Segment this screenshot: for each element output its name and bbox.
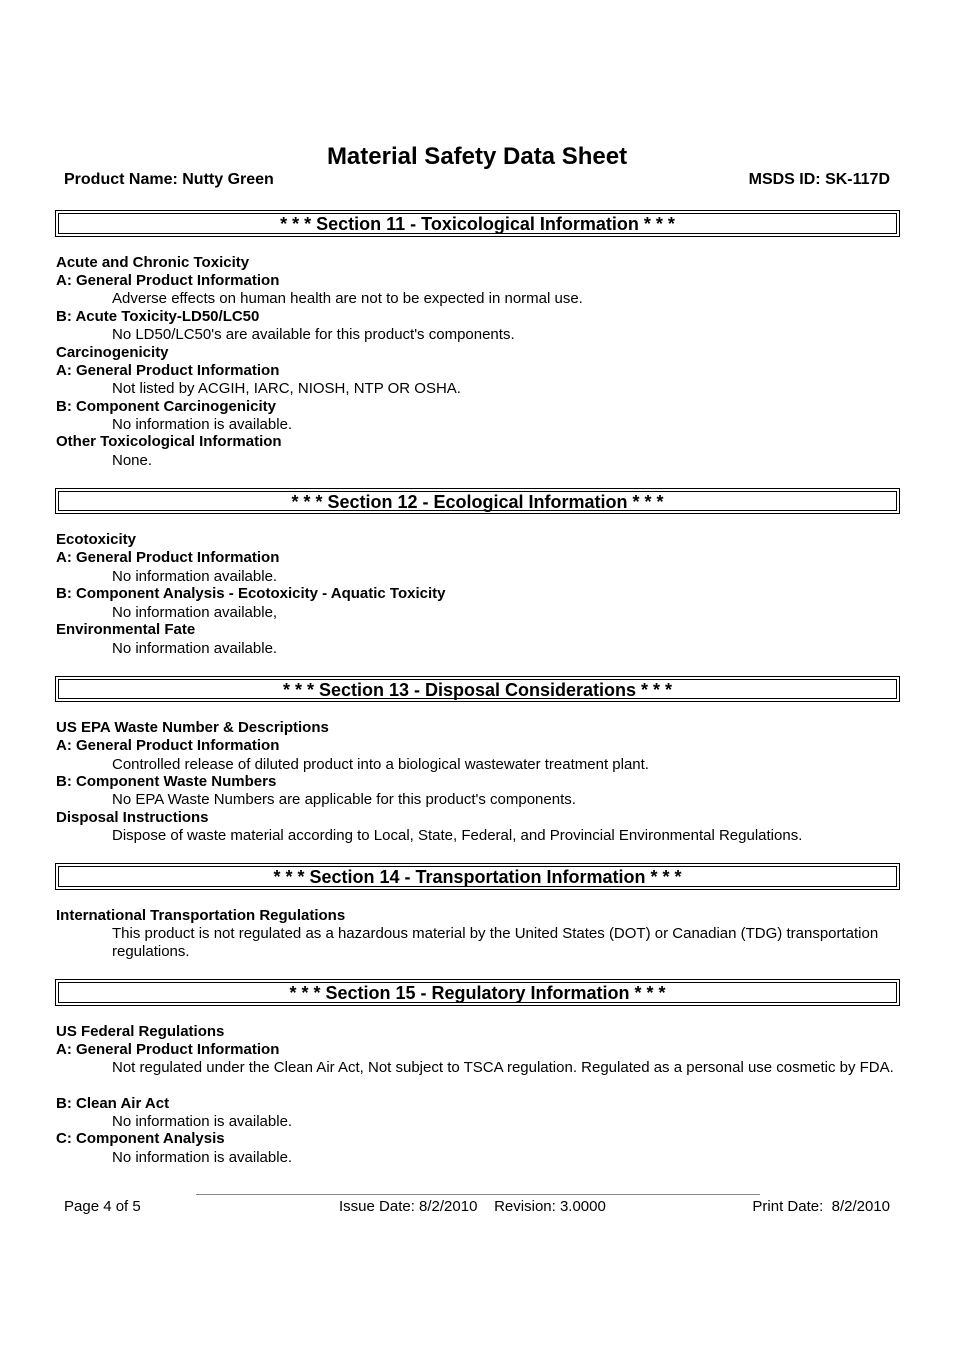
heading: International Transportation Regulations — [56, 907, 346, 924]
heading: A: General Product Information — [56, 272, 280, 289]
heading: US Federal Regulations — [56, 1023, 225, 1040]
body-text: This product is not regulated as a hazardous material by the United States (DOT) or Canadian (TDG) transportation regulations. — [112, 925, 879, 960]
section-12-header — [55, 488, 900, 514]
body-text: No information is available. — [112, 1113, 293, 1130]
body-text: None. — [112, 452, 153, 469]
heading: Acute and Chronic Toxicity — [56, 254, 250, 271]
body-text: No information is available. — [112, 1149, 293, 1166]
body-text: No LD50/LC50's are available for this product's components. — [112, 326, 515, 343]
heading: A: General Product Information — [56, 1041, 280, 1058]
heading: Other Toxicological Information — [56, 433, 282, 450]
section-12-title: * * * Section 12 - Ecological Information * * * — [58, 491, 897, 511]
body-text: No information available. — [112, 640, 278, 657]
body-text: Adverse effects on human health are not to be expected in normal use. — [112, 290, 583, 307]
heading: B: Component Carcinogenicity — [56, 398, 277, 415]
section-14-title: * * * Section 14 - Transportation Information * * * — [58, 866, 897, 887]
body-text: No information available. — [112, 568, 278, 585]
document-title: Material Safety Data Sheet — [326, 143, 628, 170]
heading: C: Component Analysis — [56, 1130, 225, 1147]
section-11-title: * * * Section 11 - Toxicological Information * * * — [58, 213, 897, 234]
section-14-header — [55, 863, 900, 890]
section-15-title: * * * Section 15 - Regulatory Information * * * — [58, 982, 897, 1003]
body-text: Not listed by ACGIH, IARC, NIOSH, NTP OR OSHA. — [112, 380, 461, 397]
heading: Carcinogenicity — [56, 344, 169, 361]
msds-id: MSDS ID: SK-117D — [748, 171, 890, 188]
heading: Environmental Fate — [56, 621, 196, 638]
body-text: Not regulated under the Clean Air Act, Not subject to TSCA regulation. Regulated as a personal use cosmetic by FDA. — [112, 1059, 894, 1076]
heading: B: Clean Air Act — [56, 1095, 170, 1112]
heading: B: Component Analysis - Ecotoxicity - Aquatic Toxicity — [56, 585, 446, 602]
body-text: No information is available. — [112, 416, 293, 433]
body-text: Controlled release of diluted product into a biological wastewater treatment plant. — [112, 756, 649, 773]
body-text: No EPA Waste Numbers are applicable for this product's components. — [112, 791, 576, 808]
section-15-header — [55, 979, 900, 1006]
section-13-header — [55, 676, 900, 702]
heading: A: General Product Information — [56, 549, 280, 566]
page-number: Page 4 of 5 — [64, 1198, 141, 1215]
product-name: Product Name: Nutty Green — [64, 171, 274, 188]
heading: US EPA Waste Number & Descriptions — [56, 719, 329, 736]
heading: A: General Product Information — [56, 737, 280, 754]
body-text: No information available, — [112, 604, 278, 621]
heading: A: General Product Information — [56, 362, 280, 379]
section-13-title: * * * Section 13 - Disposal Considerations * * * — [58, 679, 897, 699]
section-11-header — [55, 210, 900, 237]
issue-date: Issue Date: 8/2/2010 Revision: 3.0000 — [339, 1198, 606, 1215]
footer-divider — [196, 1194, 760, 1195]
print-date: Print Date: 8/2/2010 — [752, 1198, 890, 1215]
heading: Ecotoxicity — [56, 531, 137, 548]
heading: B: Acute Toxicity-LD50/LC50 — [56, 308, 260, 325]
body-text: Dispose of waste material according to Local, State, Federal, and Provincial Environmental Regulations. — [112, 827, 803, 844]
heading: Disposal Instructions — [56, 809, 209, 826]
heading: B: Component Waste Numbers — [56, 773, 277, 790]
